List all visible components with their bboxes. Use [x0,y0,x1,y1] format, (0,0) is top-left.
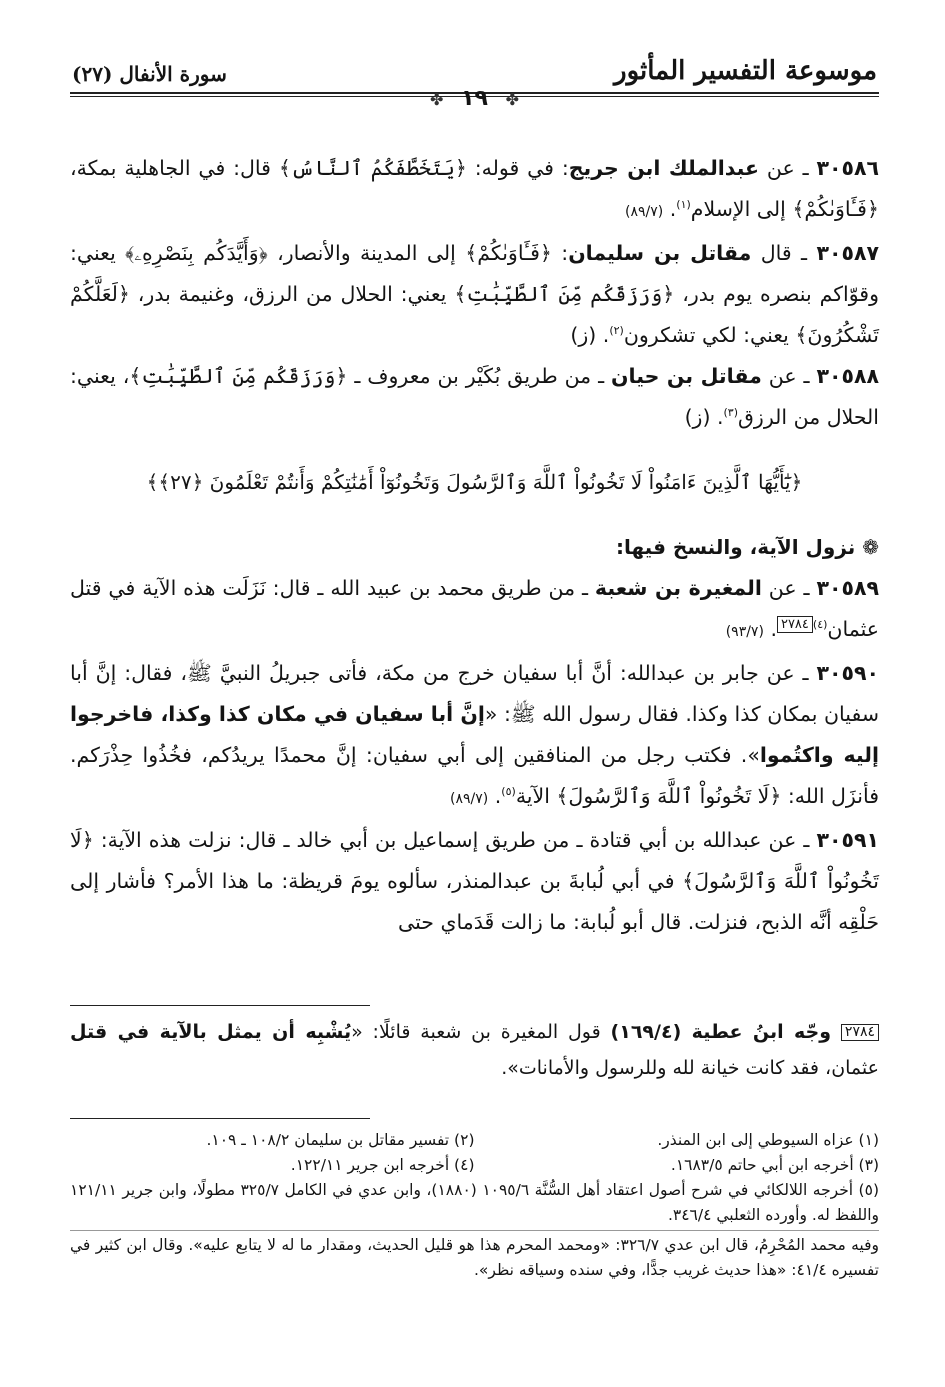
footnotes [70,1128,879,1283]
text: يعني: وقوّاكم بنصره يوم بدر، [70,241,879,306]
footnote-3: (٣) أخرجه ابن أبي حاتم ١٦٨٣/٥. [670,1156,879,1174]
footnote-4: (٤) أخرجه ابن جرير ١٢٢/١١. [290,1156,475,1174]
commentary-note [70,1014,879,1086]
text: . [488,784,502,808]
quran-verse: ﴿يَٰٓأَيُّهَا ٱلَّذِينَ ءَامَنُواْ لَا تَخُونُواْ ٱللَّهَ وَٱلرَّسُولَ وَتَخُونُوٓاْ أَمَٰنَٰتِكُمْ وَأَنتُمْ تَعْلَمُونَ ﴿٢٧﴾﴾ [146,470,803,494]
footnote-2: (٢) تفسير مقاتل بن سليمان ١٠٨/٢ ـ ١٠٩. [206,1131,475,1149]
footnote-marker: (٤) [812,618,828,632]
dash: ـ [791,241,817,265]
book-title: موسوعة التفسير المأثور [614,56,877,86]
narrator-name: المغيرة بن شعبة [594,576,762,600]
quran-quote: ﴿لَا تَخُونُواْ ٱللَّهَ وَٱلرَّسُولَ﴾ [556,784,782,808]
text: إلى الإسلام [690,197,793,221]
text: عن [761,364,797,388]
text: . (ز) [684,405,724,429]
hadith-text: إنَّ أبا سفيان في مكان كذا وكذا، فاخرجوا إليه واكتُموا [70,702,880,767]
text: : [551,241,569,265]
entry-30591 [70,820,879,943]
text: ـ من طريق محمد بن عبيد الله ـ قال: نَزَلَت هذه الآية في قتل عثمان [70,576,879,641]
entry-number: ٣٠٥٨٨ [816,364,879,388]
text: يعني: لكي تشكرون [623,323,796,347]
text: ، يعني: الحلال من الرزق [70,364,879,429]
dash: ـ [794,661,817,685]
quran-quote: ﴿فَـَٔاوَىٰكُمْ﴾ [465,241,552,265]
source-reference: (٨٩/٧) [625,204,664,220]
text: . [663,197,677,221]
text: ». فكتب رجل من المنافقين إلى أبي سفيان: إنَّ محمدًا يريدُكم، فخُذُوا حِذْرَكم. فأنزَل الله: [70,743,879,808]
quran-quote: ﴿وَرَزَقَكُم مِّنَ ٱلطَّيِّبَٰتِ﴾ [129,364,348,388]
text: في أبي لُبابةَ بن عبدالمنذر، سألوه يومَ قريظة: ما هذا الأمر؟ فأشار إلى حَلْقِه أنَّه الذبح، فنزلت. قال أبو لُبابة: ما زالت قَدَماي حتى [70,869,879,934]
narrator-name: عبدالملك ابن جريج [568,156,760,180]
commentator-name: وجّه ابنُ عطية (١٦٩/٤) [610,1021,832,1043]
text: . [763,617,777,641]
source-reference: (٨٩/٧) [450,791,489,807]
surah-title: سورة الأنفال (٢٧) [72,62,227,86]
text: قول المغيرة بن شعبة قائلًا: « [351,1021,611,1043]
page-number [70,86,879,111]
entry-30586 [70,148,879,233]
dash: ـ [794,156,817,180]
entry-number: ٣٠٥٨٦ [816,156,879,180]
dash: ـ [796,364,817,388]
entry-number: ٣٠٥٩٠ [816,661,879,685]
text: ـ من طريق بُكَيْر بن معروف ـ [347,364,612,388]
page-number-value: ١٩ [461,86,488,111]
text: : في قوله: [466,156,569,180]
entry-30589 [70,568,879,653]
quran-quote: ﴿لَعَلَّكُمْ تَشْكُرُونَ﴾ [70,282,879,347]
footnote-1: (١) عزاه السيوطي إلى ابن المنذر. [657,1131,879,1149]
narrator-name: مقاتل بن سليمان [568,241,752,265]
text [831,1021,841,1043]
quran-quote: ﴿وَرَزَقَكُم مِّنَ ٱلطَّيِّبَٰتِ﴾ [454,282,675,306]
footnote-separator [70,1118,370,1119]
entry-number: ٣٠٥٨٧ [816,241,879,265]
footnote-5: (٥) أخرجه اللالكائي في شرح أصول اعتقاد أهل السُّنَّة ١٠٩٥/٦ (١٨٨٠)، وابن عدي في الكامل ٣٢٥/٧ مطولًا، وابن جرير ١٢١/١١ واللفظ له. وأورده الثعلبي ٣٤٦/٤. [70,1181,879,1224]
dash: ـ [796,576,817,600]
text: عثمان، فقد كانت خيانة لله وللرسول والأمانات». [501,1057,879,1079]
running-header [70,56,879,110]
footnote-row [70,1128,879,1153]
commentary-marker[interactable]: ٢٧٨٤ [777,616,813,633]
text: عن جابر بن عبدالله: أنَّ أبا سفيان خرج من مكة، فأتى جبريلُ النبيَّ ﷺ، فقال: إنَّ أبا سفيان بمكان كذا وكذا. فقال رسول الله ﷺ: « [70,661,879,726]
text: إلى المدينة والأنصار، [267,241,466,265]
text: قال [751,241,792,265]
commentary-separator [70,1005,370,1006]
dash: ـ [796,828,817,852]
text: قال: في الجاهلية بمكة، [70,156,279,180]
text: يعني: الحلال من الرزق، وغنيمة بدر، [129,282,455,306]
ornament-icon: ✤ [429,90,444,109]
text: عن [759,156,795,180]
quran-quote: ﴿فَـَٔاوَىٰكُمْ﴾ [792,197,879,221]
section-heading: ❁ نزول الآية، والنسخ فيها: [615,535,879,559]
quran-quote: ﴿لَا تَخُونُواْ ٱللَّهَ وَٱلرَّسُولَ﴾ [70,828,879,893]
text: عن [761,576,797,600]
entry-30587 [70,233,879,356]
quran-quote: ﴿وَأَيَّدَكُم بِنَصْرِهِۦ﴾ [125,241,268,265]
footnote-marker: (٥) [501,785,516,799]
text: عن عبدالله بن أبي قتادة ـ من طريق إسماعيل بن أبي خالد ـ قال: نزلت هذه الآية: [93,828,797,852]
footnote-5-note: وفيه محمد المُحْرِمُ، قال ابن عدي ٣٢٦/٧: «ومحمد المحرم هذا هو قليل الحديث، ومقدار ما له لا يتابع عليه». وقال ابن كثير في تفسيره ٤١/٤: «هذا حديث غريب جدًّا، وفي سنده وسياقه نظر». [70,1236,879,1279]
footnote-marker: (١) [676,198,691,212]
entry-30590 [70,653,879,820]
narrator-name: مقاتل بن حيان [611,364,762,388]
book-page [70,0,879,1387]
text: الآية [515,784,557,808]
entry-number: ٣٠٥٩١ [816,828,879,852]
footnote-marker: (٢) [609,324,624,338]
quoted-text: يُشْبِه أن يمثل بالآية في قتل [70,1021,352,1043]
source-reference: (٩٣/٧) [725,624,764,640]
commentary-marker: ٢٧٨٤ [841,1024,879,1041]
quran-quote: ﴿يَتَخَطَّفَكُمُ ٱلنَّاسُ﴾ [278,156,467,180]
entry-30588 [70,356,879,438]
footnote-row [70,1153,879,1178]
main-text [70,148,879,943]
text: . (ز) [570,323,610,347]
footnote-marker: (٣) [723,406,739,420]
ornament-icon: ✤ [505,90,519,109]
entry-number: ٣٠٥٨٩ [816,576,879,600]
footnote-divider [70,1230,879,1231]
